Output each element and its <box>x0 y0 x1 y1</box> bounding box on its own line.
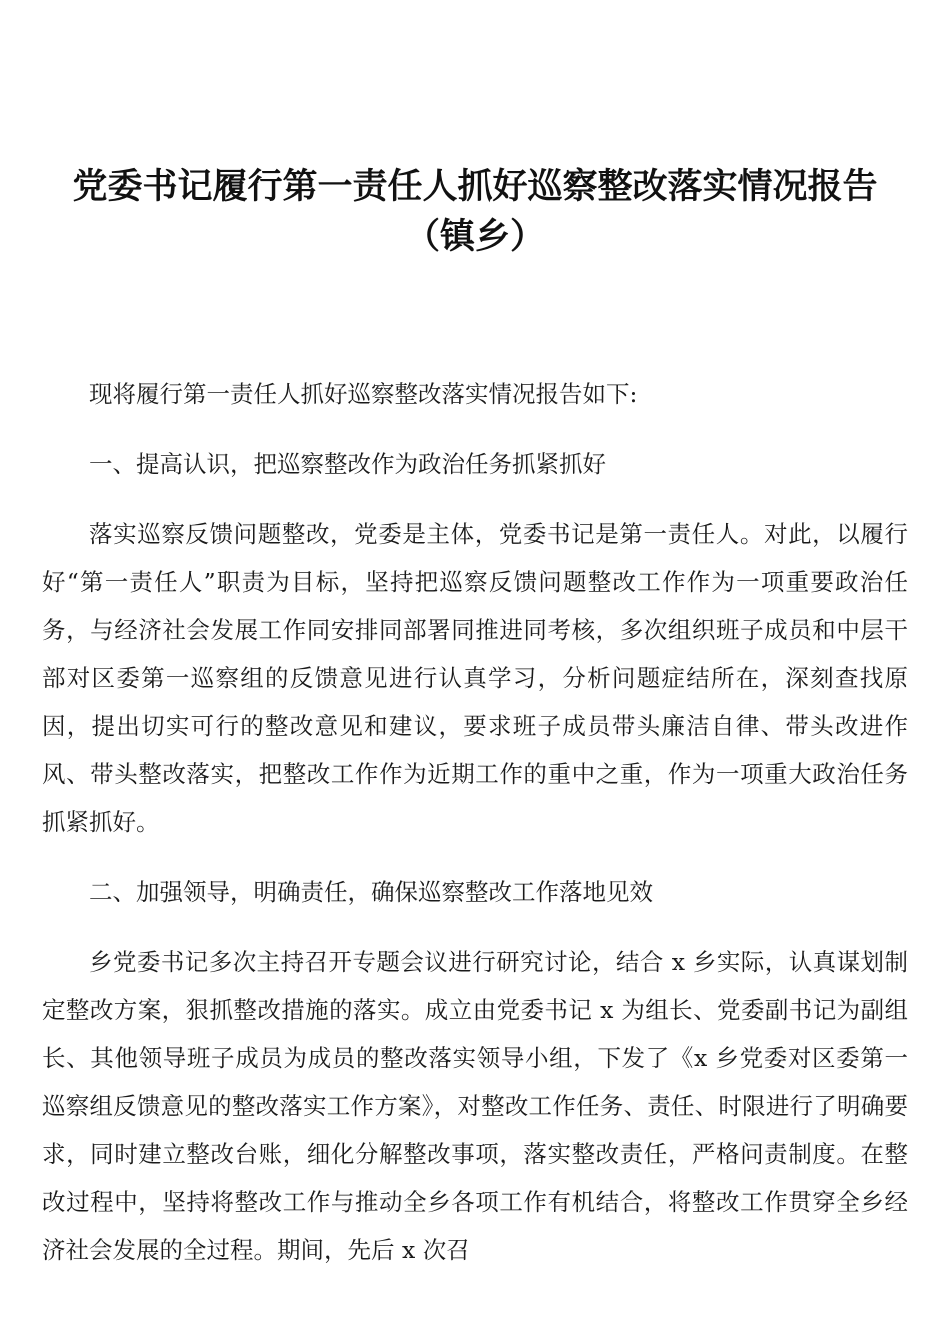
intro-paragraph: 现将履行第一责任人抓好巡察整改落实情况报告如下: <box>89 380 638 408</box>
section1-heading: 一、提高认识，把巡察整改作为政治任务抓紧抓好 <box>89 450 606 478</box>
title-line-subtitle: （镇乡） <box>404 216 545 257</box>
title-line-main: 党委书记履行第一责任人抓好巡察整改落实情况报告 <box>72 166 878 207</box>
document-body <box>42 370 908 1274</box>
section1-paragraph: 落实巡察反馈问题整改，党委是主体，党委书记是第一责任人。对此，以履行好“第一责任人”职责为目标，坚持把巡察反馈问题整改工作作为一项重要政治任务，与经济社会发展工作同安排同部署同推进同考核，多次组织班子成员和中层干部对区委第一巡察组的反馈意见进行认真学习，分析问题症结所在，深刻查找原因，提出切实可行的整改意见和建议，要求班子成员带头廉洁自律、带头改进作风、带头整改落实，把整改工作作为近期工作的重中之重，作为一项重大政治任务抓紧抓好。 <box>42 520 908 836</box>
document-title <box>40 162 910 262</box>
section2-heading: 二、加强领导，明确责任，确保巡察整改工作落地见效 <box>89 878 653 906</box>
section2-paragraph: 乡党委书记多次主持召开专题会议进行研究讨论，结合 x 乡实际，认真谋划制定整改方案，狠抓整改措施的落实。成立由党委书记 x 为组长、党委副书记为副组长、其他领导班子成员为成员的整改落实领导小组，下发了《x 乡党委对区委第一巡察组反馈意见的整改落实工作方案》，对整改工作任务、责任、时限进行了明确要求，同时建立整改台账，细化分解整改事项，落实整改责任，严格问责制度。在整改过程中，坚持将整改工作与推动全乡各项工作有机结合，将整改工作贯穿全乡经济社会发展的全过程。期间，先后 x 次召 <box>42 948 908 1264</box>
